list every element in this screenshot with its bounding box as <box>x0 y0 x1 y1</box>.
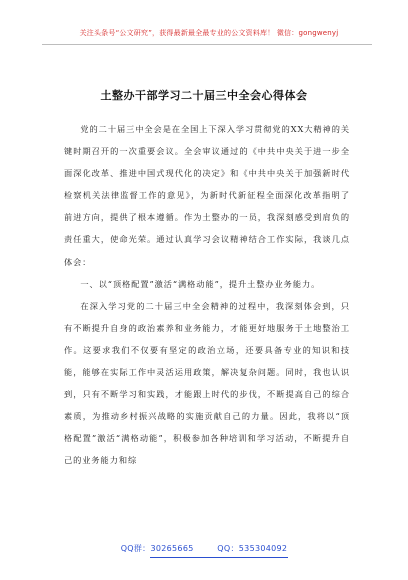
header-banner: 关注头条号“公文研究”，获得最新最全最专业的公文资料库！ 微信：gongwenyj <box>79 29 339 37</box>
footer-qq: QQ：535304092 <box>217 544 288 553</box>
document-title: 土整办干部学习二十届三中全会心得体会 <box>100 89 308 102</box>
header-divider <box>42 44 372 45</box>
footer-divider <box>150 557 288 558</box>
paragraph-section-1: 在深入学习党的二十届三中全会精神的过程中，我深刻体会到，只有不断提升自身的政治素养和业务能力，才能更好地服务于土地整治工作。这要求我们不仅要有坚定的政治立场，还要具备专业的知识和技能，能够在实际工作中灵活运用政策，解决复杂问题。同时，我也认识到，只有不断学习和实践，才能跟上时代的步伐，不断提高自己的综合素质，为推动乡村振兴战略的实施贡献自己的力量。因此，我将以“顶格配置”激活“满格动能”，积极参加各种培训和学习活动，不断提升自己的业务能力和综 <box>64 300 350 466</box>
section-heading-1: 一、以“顶格配置”激活“满格动能”，提升土整办业务能力。 <box>80 278 321 289</box>
footer-qq-group: QQ群：30265665 <box>120 544 194 553</box>
document-body <box>64 118 350 472</box>
footer-contact <box>0 543 408 554</box>
paragraph-intro: 党的二十届三中全会是在全国上下深入学习贯彻党的XX大精神的关键时期召开的一次重要会议。全会审议通过的《中共中央关于进一步全面深化改革、推进中国式现代化的决定》和《中共中央关于加强新时代检察机关法律监督工作的意见》，为新时代新征程全面深化改革指明了前进方向，提供了根本遵循。作为土整办的一员，我深刻感受到肩负的责任重大，使命光荣。通过认真学习会议精神结合工作实际，我谈几点体会： <box>64 124 350 267</box>
